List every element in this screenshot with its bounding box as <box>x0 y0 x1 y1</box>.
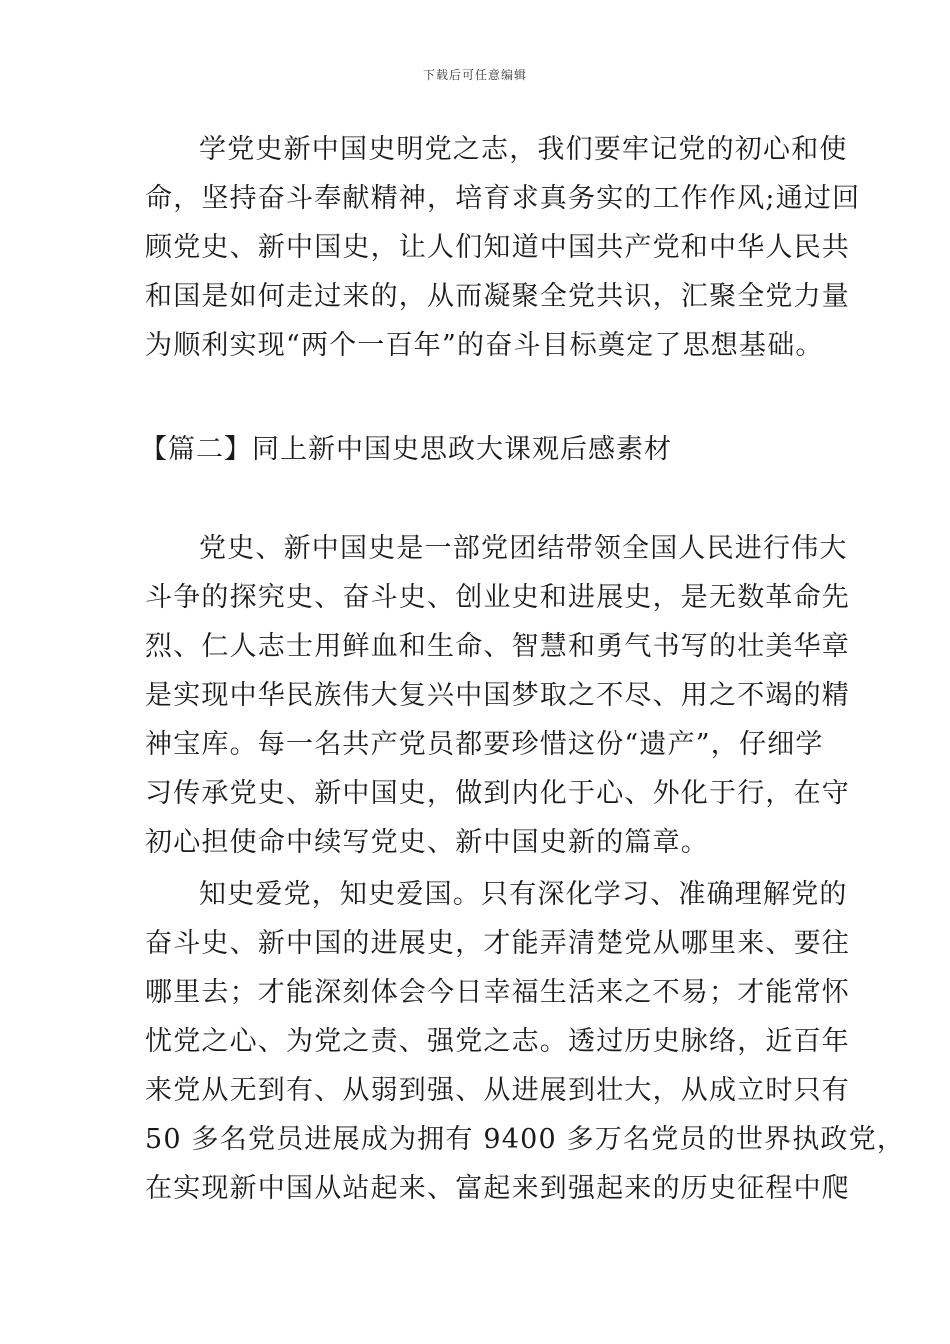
text-line: 在实现新中国从站起来、富起来到强起来的历史征程中爬 <box>145 1173 850 1204</box>
text-line: 学党史新中国史明党之志，我们要牢记党的初心和使 <box>199 134 848 165</box>
text-line: 50 多名党员进展成为拥有 9400 多万名党员的世界执政党， <box>145 1124 906 1155</box>
text-line: 为顺利实现“两个一百年”的奋斗目标奠定了思想基础。 <box>145 330 824 361</box>
text-line: 命，坚持奋斗奉献精神，培育求真务实的工作作风;通过回 <box>145 183 861 214</box>
text-line: 习传承党史、新中国史，做到内化于心、外化于行，在守 <box>145 778 850 809</box>
text-line: 和国是如何走过来的，从而凝聚全党共识，汇聚全党力量 <box>145 281 850 312</box>
section-heading: 【篇二】同上新中国史思政大课观后感素材 <box>140 434 672 465</box>
text-line: 顾党史、新中国史，让人们知道中国共产党和中华人民共 <box>145 232 850 263</box>
text-line: 来党从无到有、从弱到强、从进展到壮大，从成立时只有 <box>145 1075 850 1106</box>
header-note: 下载后可任意编辑 <box>422 68 527 82</box>
text-line: 党史、新中国史是一部党团结带领全国人民进行伟大 <box>199 533 848 564</box>
text-line: 知史爱党，知史爱国。只有深化学习、准确理解党的 <box>199 879 848 910</box>
text-line: 神宝库。每一名共产党员都要珍惜这份“遗产”，仔细学 <box>145 729 824 760</box>
text-line: 哪里去；才能深刻体会今日幸福生活来之不易；才能常怀 <box>145 977 850 1008</box>
text-line: 奋斗史、新中国的进展史，才能弄清楚党从哪里来、要往 <box>145 928 850 959</box>
section-2-paragraph-1 <box>145 524 850 867</box>
text-line: 忧党之心、为党之责、强党之志。透过历史脉络，近百年 <box>145 1026 850 1057</box>
text-line: 斗争的探究史、奋斗史、创业史和进展史，是无数革命先 <box>145 582 850 613</box>
text-line: 是实现中华民族伟大复兴中国梦取之不尽、用之不竭的精 <box>145 680 850 711</box>
text-line: 初心担使命中续写党史、新中国史新的篇章。 <box>145 827 709 858</box>
section-1 <box>145 125 861 370</box>
text-line: 烈、仁人志士用鲜血和生命、智慧和勇气书写的壮美华章 <box>145 631 850 662</box>
section-2-paragraph-2 <box>145 870 906 1213</box>
